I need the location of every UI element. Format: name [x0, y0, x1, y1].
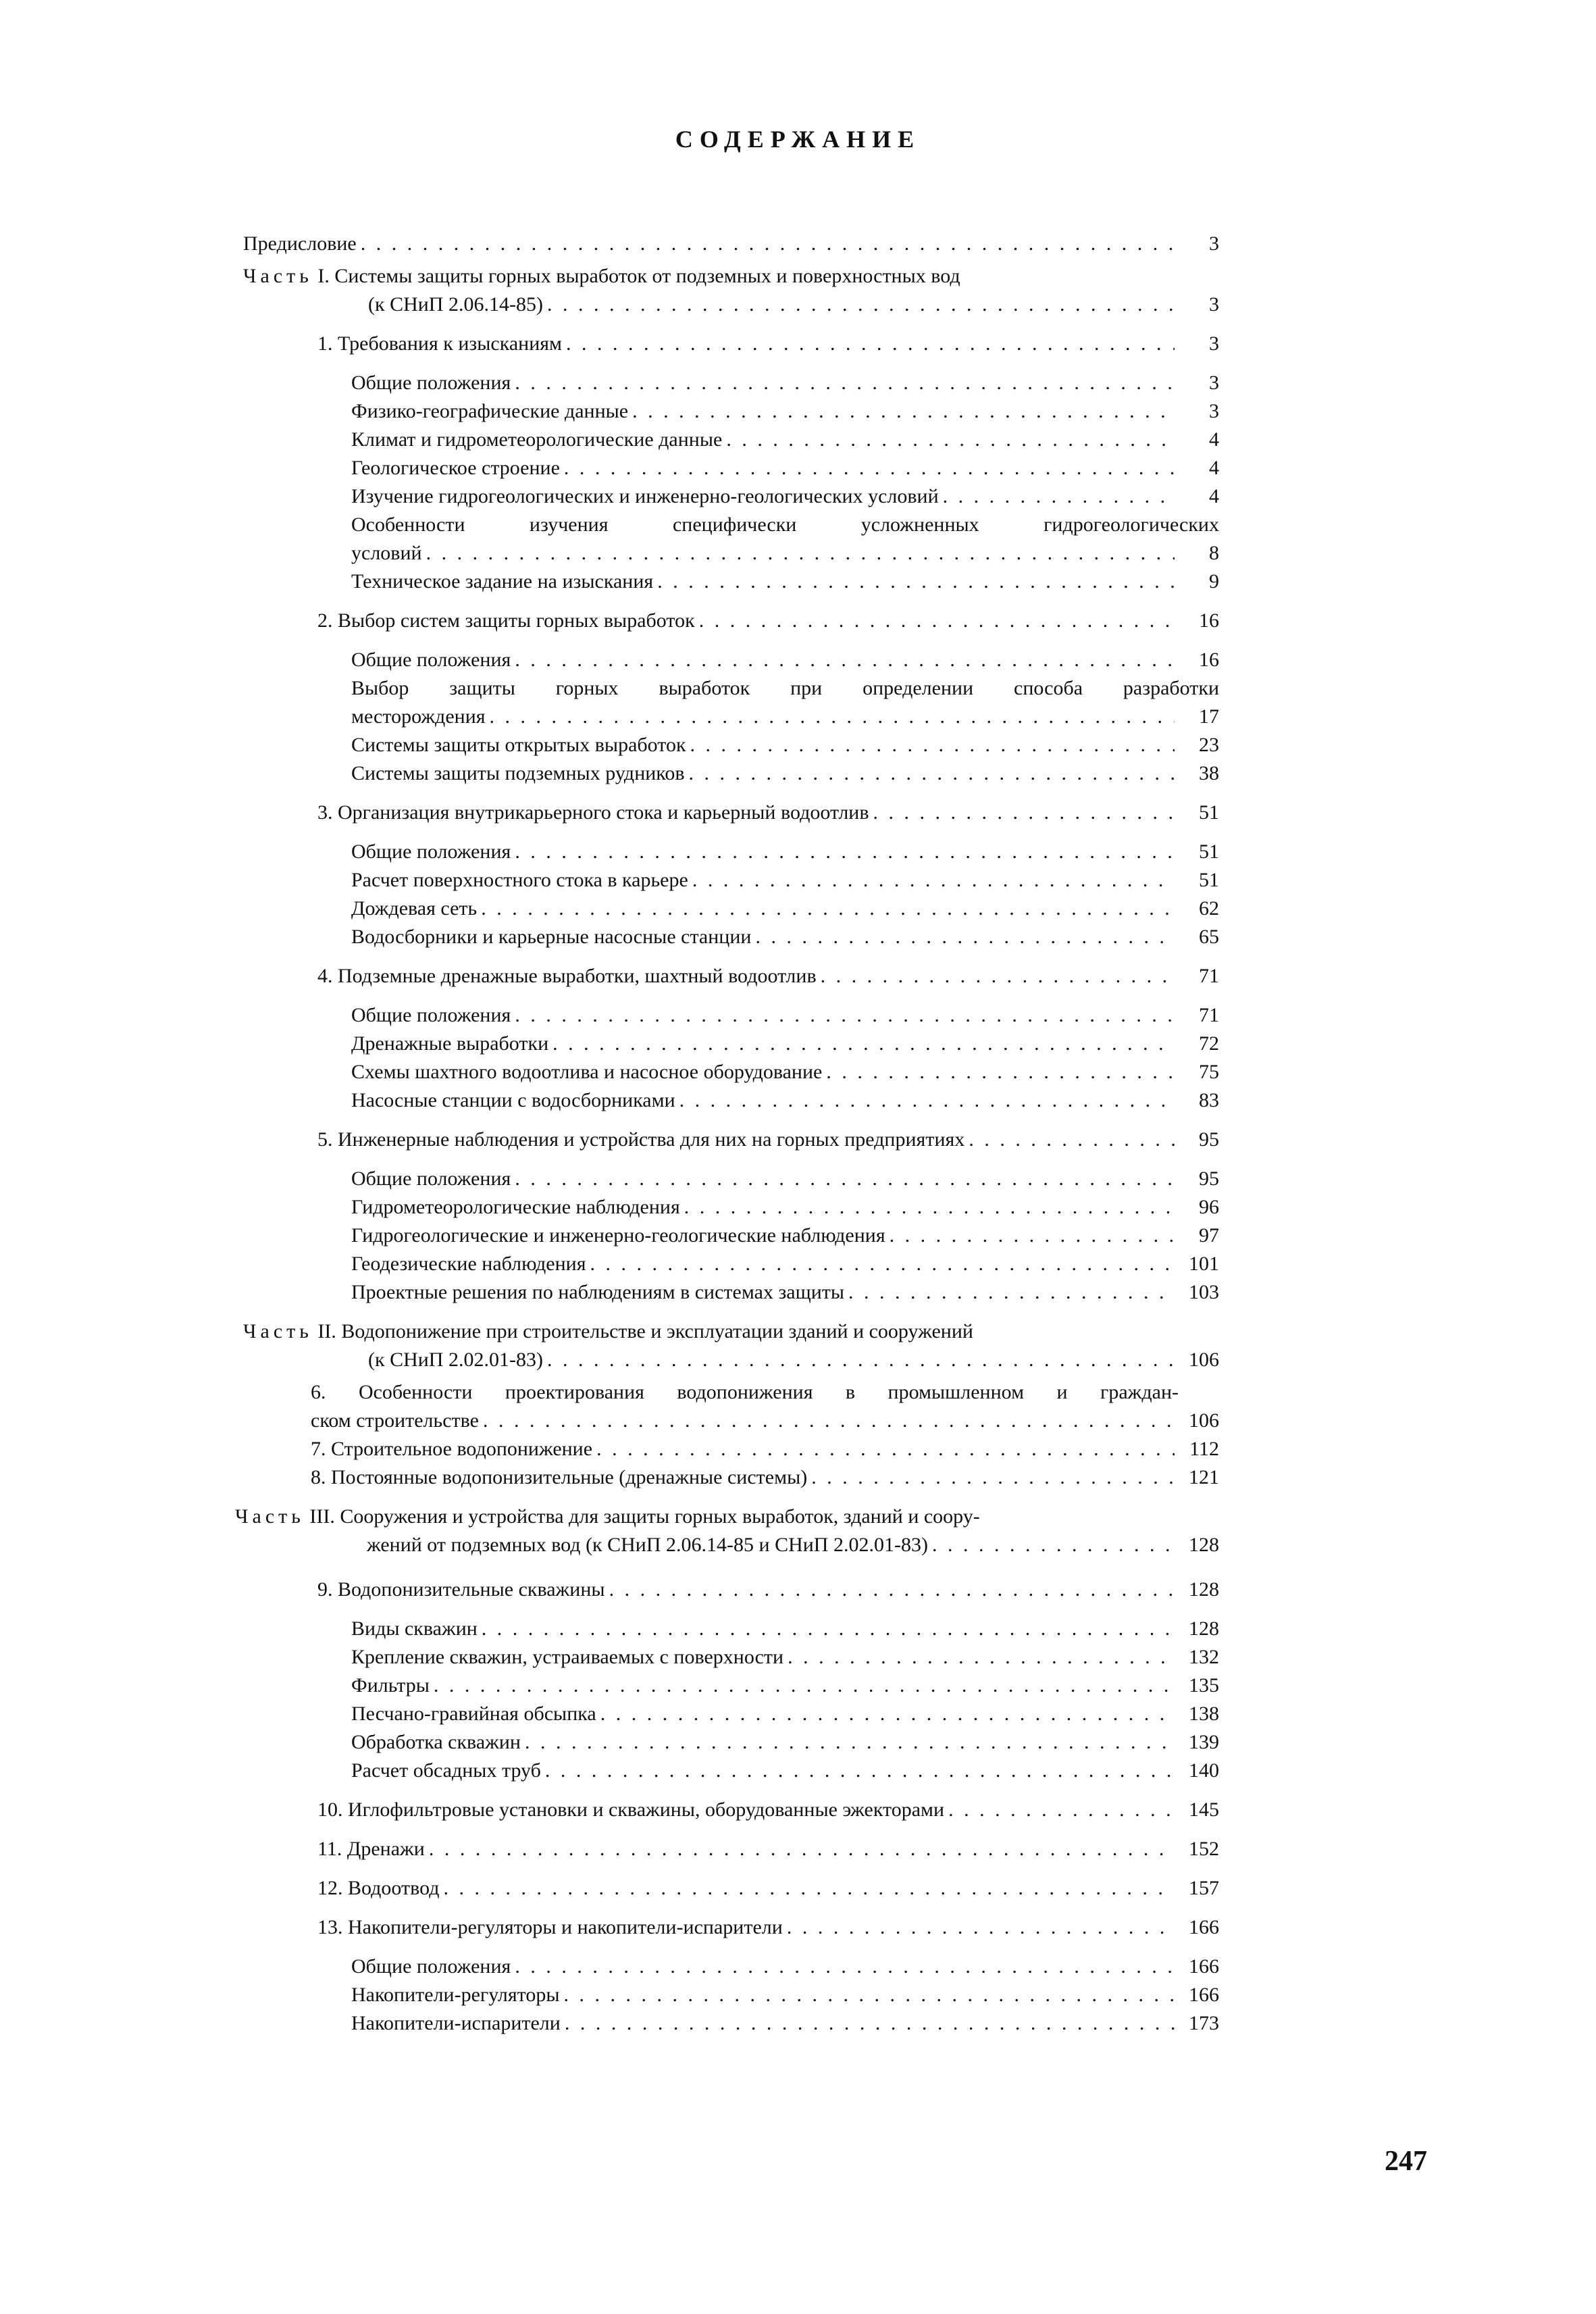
- dot-leader: [515, 369, 1175, 397]
- toc-entry-page: 16: [1199, 609, 1219, 632]
- toc-part-entry: [243, 262, 1219, 319]
- toc-entry-title: Крепление скважин, устраиваемых с поверхности: [351, 1646, 784, 1668]
- toc-entry-title: Схемы шахтного водоотлива и насосное оборудование: [351, 1061, 823, 1083]
- toc-entry-title: 3. Организация внутрикарьерного стока и карьерный водоотлив: [317, 801, 869, 824]
- dot-leader: [525, 1728, 1175, 1757]
- dot-leader: [547, 291, 1175, 319]
- toc-entry-title: Общие положения: [351, 649, 511, 671]
- toc-entry-title-cont: жений от подземных вод (к СНиП 2.06.14-85 и СНиП 2.02.01-83): [367, 1534, 928, 1556]
- toc-entry: [243, 731, 1219, 759]
- toc-entry-title: 13. Накопители-регуляторы и накопители-испарители: [317, 1916, 783, 1938]
- toc-entry-title: 6. Особенности проектирования водопонижения в промышленном и граждан-: [311, 1381, 1179, 1403]
- dot-leader: [547, 1346, 1175, 1374]
- part-label: Часть: [243, 265, 313, 287]
- toc-entry: [243, 1700, 1219, 1728]
- toc-entry-title: Накопители-регуляторы: [351, 1984, 560, 2006]
- dot-leader: [699, 607, 1175, 635]
- toc-entry-title: 2. Выбор систем защиты горных выработок: [317, 609, 695, 632]
- dot-leader: [426, 539, 1175, 568]
- dot-leader: [969, 1126, 1175, 1154]
- toc-entry-title: 10. Иглофильтровые установки и скважины, оборудованные эжекторами: [317, 1799, 945, 1821]
- toc-entry-title-cont: (к СНиП 2.06.14-85): [368, 293, 543, 316]
- toc-entry-page: 4: [1209, 428, 1219, 451]
- toc-chapter: [243, 1796, 1219, 1824]
- toc-part-entry: [243, 1317, 1219, 1374]
- toc-entry: [243, 1222, 1219, 1250]
- dot-leader: [788, 1643, 1175, 1671]
- dot-leader: [679, 1086, 1175, 1115]
- dot-leader: [434, 1671, 1175, 1700]
- toc-entry-title-cont: условий: [351, 542, 422, 564]
- toc-chapter: [243, 1576, 1219, 1604]
- toc-entry: [243, 568, 1219, 596]
- toc-entry-page: 3: [1209, 232, 1219, 255]
- toc-entry-page: 71: [1199, 1004, 1219, 1026]
- dot-leader: [596, 1435, 1175, 1463]
- toc-entry: [243, 1278, 1219, 1307]
- dot-leader: [483, 1407, 1175, 1435]
- toc-entry-page: 65: [1199, 926, 1219, 948]
- toc-entry-title: Общие положения: [351, 372, 511, 394]
- toc-entry-page: 3: [1209, 332, 1219, 355]
- toc-entry-title: Геодезические наблюдения: [351, 1253, 586, 1275]
- toc-entry-title: Проектные решения по наблюдениям в системах защиты: [351, 1281, 845, 1303]
- toc-part-entry: [235, 1503, 1219, 1559]
- toc-entry-page: 121: [1189, 1466, 1219, 1488]
- toc-entry: [243, 674, 1219, 731]
- toc-entry-page: 132: [1189, 1646, 1219, 1668]
- toc-entry-page: 4: [1209, 485, 1219, 507]
- toc-entry-page: 62: [1199, 897, 1219, 920]
- toc-entry-page: 51: [1199, 801, 1219, 824]
- toc-entry-page: 128: [1189, 1534, 1219, 1556]
- toc-entry-page: 106: [1189, 1349, 1219, 1371]
- table-of-contents: [235, 230, 1219, 2038]
- dot-leader: [890, 1222, 1175, 1250]
- toc-entry-title: Общие положения: [351, 840, 511, 863]
- dot-leader: [787, 1913, 1175, 1942]
- toc-entry-page: 83: [1199, 1089, 1219, 1111]
- dot-leader: [692, 866, 1175, 895]
- toc-entry-title: Гидрометеорологические наблюдения: [351, 1196, 680, 1218]
- dot-leader: [515, 646, 1175, 674]
- dot-leader: [657, 568, 1175, 596]
- toc-entry: [243, 1981, 1219, 2009]
- dot-leader: [689, 759, 1175, 788]
- dot-leader: [826, 1058, 1175, 1086]
- toc-entry-title: Фильтры: [351, 1674, 430, 1696]
- toc-entry: [243, 454, 1219, 482]
- toc-entry-page: 72: [1199, 1032, 1219, 1055]
- toc-chapter: [243, 330, 1219, 358]
- toc-entry-title: 9. Водопонизительные скважины: [317, 1578, 605, 1601]
- page-number: 247: [1385, 2146, 1427, 2177]
- dot-leader: [361, 230, 1175, 258]
- toc-entry-page: 71: [1199, 965, 1219, 987]
- toc-entry-page: 128: [1189, 1617, 1219, 1640]
- dot-leader: [515, 1165, 1175, 1193]
- toc-entry-page: 157: [1189, 1877, 1219, 1899]
- toc-chapter: [243, 1835, 1219, 1863]
- dot-leader: [632, 397, 1175, 426]
- toc-entry-title: Общие положения: [351, 1004, 511, 1026]
- toc-entry-title: Насосные станции с водосборниками: [351, 1089, 675, 1111]
- toc-entry-title: Системы защиты открытых выработок: [351, 734, 686, 756]
- toc-entry-page: 51: [1199, 869, 1219, 891]
- toc-chapter: [243, 799, 1219, 827]
- toc-entry: [243, 482, 1219, 511]
- toc-chapter: [243, 1126, 1219, 1154]
- dot-leader: [564, 454, 1175, 482]
- toc-entry: [243, 369, 1219, 397]
- toc-entry-title: 11. Дренажи: [317, 1838, 425, 1860]
- toc-entry: [243, 895, 1219, 923]
- dot-leader: [515, 1953, 1175, 1981]
- dot-leader: [429, 1835, 1175, 1863]
- toc-entry: [243, 426, 1219, 454]
- toc-entry: [243, 1193, 1219, 1222]
- toc-entry: [243, 511, 1219, 568]
- toc-entry-title: Водосборники и карьерные насосные станции: [351, 926, 752, 948]
- toc-entry-page: 135: [1189, 1674, 1219, 1696]
- dot-leader: [545, 1757, 1175, 1785]
- toc-entry: [243, 2009, 1219, 2038]
- toc-entry-page: 101: [1189, 1253, 1219, 1275]
- toc-chapter: [243, 1913, 1219, 1942]
- toc-entry: [243, 1643, 1219, 1671]
- toc-entry-page: 95: [1199, 1128, 1219, 1151]
- dot-leader: [552, 1030, 1175, 1058]
- toc-entry-title: 12. Водоотвод: [317, 1877, 440, 1899]
- toc-entry-page: 23: [1199, 734, 1219, 756]
- toc-entry-title: I. Системы защиты горных выработок от подземных и поверхностных вод: [317, 265, 960, 287]
- toc-entry-title: 8. Постоянные водопонизительные (дренажные системы): [311, 1466, 808, 1488]
- toc-entry-title: Песчано-гравийная обсыпка: [351, 1703, 596, 1725]
- toc-entry-title: Предисловие: [243, 232, 357, 255]
- toc-entry-title: Гидрогеологические и инженерно-геологические наблюдения: [351, 1224, 885, 1247]
- toc-entry-page: 152: [1189, 1838, 1219, 1860]
- toc-chapter: [243, 1435, 1219, 1463]
- dot-leader: [932, 1531, 1175, 1559]
- dot-leader: [726, 426, 1175, 454]
- toc-entry-title: Расчет поверхностного стока в карьере: [351, 869, 688, 891]
- toc-entry: [243, 1250, 1219, 1278]
- toc-entry-page: 17: [1199, 705, 1219, 728]
- toc-entry: [243, 1953, 1219, 1981]
- dot-leader: [684, 1193, 1175, 1222]
- toc-entry-page: 166: [1189, 1916, 1219, 1938]
- toc-entry-title: Физико-географические данные: [351, 400, 629, 422]
- dot-leader: [811, 1463, 1175, 1492]
- toc-entry-title: Расчет обсадных труб: [351, 1759, 541, 1782]
- toc-entry-title: 5. Инженерные наблюдения и устройства для них на горных предприятиях: [317, 1128, 965, 1151]
- dot-leader: [848, 1278, 1175, 1307]
- dot-leader: [481, 895, 1175, 923]
- toc-entry: [243, 1757, 1219, 1785]
- toc-entry-page: 96: [1199, 1196, 1219, 1218]
- toc-entry-page: 140: [1189, 1759, 1219, 1782]
- toc-entry-title: Общие положения: [351, 1167, 511, 1190]
- toc-chapter: [243, 1463, 1219, 1492]
- toc-entry-title: Системы защиты подземных рудников: [351, 762, 685, 784]
- toc-entry-page: 75: [1199, 1061, 1219, 1083]
- toc-entry-page: 166: [1189, 1984, 1219, 2006]
- toc-entry: [243, 1030, 1219, 1058]
- toc-entry: [243, 1165, 1219, 1193]
- toc-entry-title: Геологическое строение: [351, 457, 560, 479]
- toc-entry: [243, 866, 1219, 895]
- toc-chapter: [243, 1378, 1219, 1435]
- dot-leader: [566, 330, 1175, 358]
- toc-chapter: [243, 607, 1219, 635]
- toc-entry: [243, 1086, 1219, 1115]
- toc-entry-title: Изучение гидрогеологических и инженерно-геологических условий: [351, 485, 939, 507]
- dot-leader: [690, 731, 1175, 759]
- toc-entry: [243, 759, 1219, 788]
- dot-leader: [490, 703, 1175, 731]
- toc-entry: [243, 1728, 1219, 1757]
- toc-entry-page: 97: [1199, 1224, 1219, 1247]
- toc-entry-title-cont: месторождения: [351, 705, 486, 728]
- toc-entry: [243, 1615, 1219, 1643]
- toc-entry-page: 139: [1189, 1731, 1219, 1753]
- toc-entry-page: 112: [1189, 1438, 1219, 1460]
- dot-leader: [482, 1615, 1175, 1643]
- toc-entry-page: 138: [1189, 1703, 1219, 1725]
- toc-entry-page: 103: [1189, 1281, 1219, 1303]
- toc-entry-page: 145: [1189, 1799, 1219, 1821]
- toc-entry-page: 3: [1209, 400, 1219, 422]
- part-label: Часть: [235, 1505, 305, 1528]
- toc-chapter: [243, 962, 1219, 990]
- toc-entry-title: Выбор защиты горных выработок при определении способа разработки: [351, 677, 1219, 699]
- toc-entry-title: 4. Подземные дренажные выработки, шахтный водоотлив: [317, 965, 817, 987]
- toc-entry-title: Техническое задание на изыскания: [351, 570, 654, 593]
- toc-entry-page: 38: [1199, 762, 1219, 784]
- toc-entry: [243, 838, 1219, 866]
- toc-entry: [243, 397, 1219, 426]
- toc-entry: [243, 646, 1219, 674]
- toc-entry: [243, 923, 1219, 951]
- toc-entry-title: Дренажные выработки: [351, 1032, 549, 1055]
- toc-entry-page: 128: [1189, 1578, 1219, 1601]
- dot-leader: [443, 1874, 1175, 1903]
- toc-entry-page: 51: [1199, 840, 1219, 863]
- toc-entry: [243, 230, 1219, 258]
- toc-entry-page: 95: [1199, 1167, 1219, 1190]
- dot-leader: [515, 1001, 1175, 1030]
- toc-entry-title: Накопители-испарители: [351, 2012, 561, 2034]
- toc-entry: [243, 1058, 1219, 1086]
- dot-leader: [948, 1796, 1175, 1824]
- toc-entry-title: 7. Строительное водопонижение: [311, 1438, 593, 1460]
- dot-leader: [821, 962, 1175, 990]
- dot-leader: [564, 1981, 1175, 2009]
- dot-leader: [943, 482, 1175, 511]
- dot-leader: [873, 799, 1175, 827]
- toc-entry-page: 8: [1209, 542, 1219, 564]
- toc-entry-page: 3: [1209, 293, 1219, 316]
- dot-leader: [590, 1250, 1175, 1278]
- toc-entry-title-cont: ском строительстве: [311, 1409, 479, 1432]
- toc-entry-page: 166: [1189, 1955, 1219, 1978]
- toc-entry-page: 4: [1209, 457, 1219, 479]
- toc-entry-title: Особенности изучения специфически усложненных гидрогеологических: [351, 513, 1219, 536]
- dot-leader: [515, 838, 1175, 866]
- toc-chapter: [243, 1874, 1219, 1903]
- dot-leader: [609, 1576, 1175, 1604]
- page-title: СОДЕРЖАНИЕ: [675, 126, 921, 153]
- dot-leader: [755, 923, 1175, 951]
- toc-entry-title: Климат и гидрометеорологические данные: [351, 428, 723, 451]
- toc-entry-title: Виды скважин: [351, 1617, 478, 1640]
- toc-entry-title: 1. Требования к изысканиям: [317, 332, 563, 355]
- toc-entry-page: 173: [1189, 2012, 1219, 2034]
- toc-entry-title-cont: (к СНиП 2.02.01-83): [368, 1349, 543, 1371]
- part-label: Часть: [243, 1320, 313, 1342]
- toc-entry: [243, 1671, 1219, 1700]
- toc-entry-title: Обработка скважин: [351, 1731, 521, 1753]
- dot-leader: [600, 1700, 1175, 1728]
- toc-entry-title: III. Сооружения и устройства для защиты горных выработок, зданий и соору-: [309, 1505, 980, 1528]
- toc-entry: [243, 1001, 1219, 1030]
- toc-entry-title: Общие положения: [351, 1955, 511, 1978]
- toc-entry-title: II. Водопонижение при строительстве и эксплуатации зданий и сооружений: [317, 1320, 973, 1342]
- toc-entry-page: 9: [1209, 570, 1219, 593]
- dot-leader: [565, 2009, 1175, 2038]
- toc-entry-page: 16: [1199, 649, 1219, 671]
- toc-entry-page: 3: [1209, 372, 1219, 394]
- toc-entry-title: Дождевая сеть: [351, 897, 478, 920]
- toc-entry-page: 106: [1189, 1409, 1219, 1432]
